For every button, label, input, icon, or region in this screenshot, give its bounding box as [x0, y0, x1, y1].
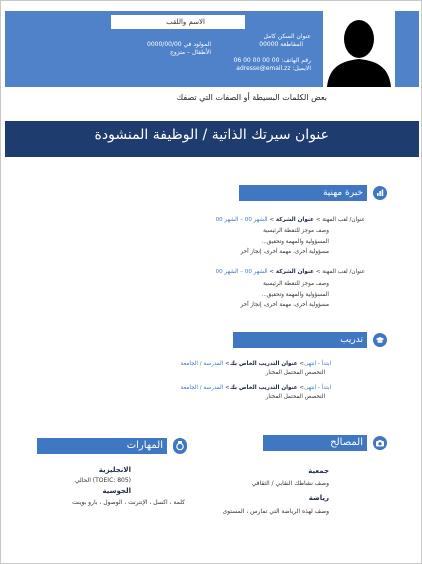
experience-1-header: عنوان/ لقب المهنة > عنوان الشركة > الشهر 00 – الشهر 00 [215, 217, 365, 223]
graduation-cap-icon [373, 333, 387, 347]
email: الايميل: adresse@email.zz [236, 65, 311, 72]
experience-2-bullet: المسؤولية والمهمة وتحقيق... [261, 292, 329, 298]
marital-status: الأطفال – متزوج [169, 49, 211, 56]
training-1-specialty: التخصص المحتمل المختار [265, 370, 325, 376]
interest-2: رياضة [308, 494, 329, 502]
experience-1-bullet: المسؤولية والمهمة وتحقيق... [261, 239, 329, 245]
header-band [5, 11, 419, 87]
postal-code: المقاطعة 00000 [259, 41, 303, 48]
chart-icon [373, 186, 387, 200]
skill-software: كلمة ، اكسل ، الإنترنت ، الوصول ، بارو بوينت [72, 499, 185, 506]
experience-heading: خبرة مهنية [239, 185, 367, 201]
skills-heading: المهارات [37, 438, 167, 454]
camera-icon [373, 436, 387, 450]
cv-title: عنوان سيرتك الذاتية / الوظيفة المنشودة [94, 127, 329, 143]
experience-1-bullet: مسؤولية أخرى، مهمة أخرى، إنجاز آخر [240, 249, 329, 255]
training-heading: تدريب [233, 332, 367, 348]
training-2-header: ابتدأ - انتهى> عنوان التدريب الخاص بك> المدرسة / الجامعة [180, 385, 331, 391]
training-2-specialty: التخصص المحتمل المختار [265, 394, 325, 400]
experience-1-bullet: وصف موجز للنقطة الرئيسية [263, 228, 329, 234]
keywords: بعض الكلمات البسيطة أو الصفات التي تصفك [176, 93, 327, 102]
experience-2-bullet: مسؤولية أخرى، مهمة أخرى، إنجاز آخر [240, 302, 329, 308]
skill-language-2: الجوسية [102, 487, 131, 495]
skill-language-1: الانجليزية [98, 466, 131, 474]
name-title: الاسم واللقب [111, 15, 245, 29]
profile-photo [323, 11, 395, 87]
skill-language-1-level: (TOEIC: 805) الحالي [74, 477, 131, 484]
address: عنوان السكن كامل [263, 33, 311, 40]
phone: رقم الهاتف: 00 00 00 00 06 [233, 57, 311, 64]
medal-icon [173, 438, 187, 454]
interests-heading: المصالح [263, 435, 367, 451]
birth-date: المولود في 0000/00/00 [147, 41, 211, 48]
interest-1-description: وصف نشاطك النقابي / الثقافي [251, 480, 329, 487]
interest-2-description: وصف لهذه الرياضة التي تمارس ، المستوى [222, 508, 329, 515]
interest-1: جمعية [308, 467, 329, 475]
training-1-header: ابتدأ - انتهى> عنوان التدريب الخاص بك> المدرسة / الجامعة [180, 361, 331, 367]
experience-2-bullet: وصف موجز للنقطة الرئيسية [263, 281, 329, 287]
experience-2-header: عنوان/ لقب المهنة > عنوان الشركة > الشهر 00 – الشهر 00 [215, 269, 365, 275]
person-silhouette-icon [323, 11, 395, 87]
title-band [5, 121, 419, 157]
